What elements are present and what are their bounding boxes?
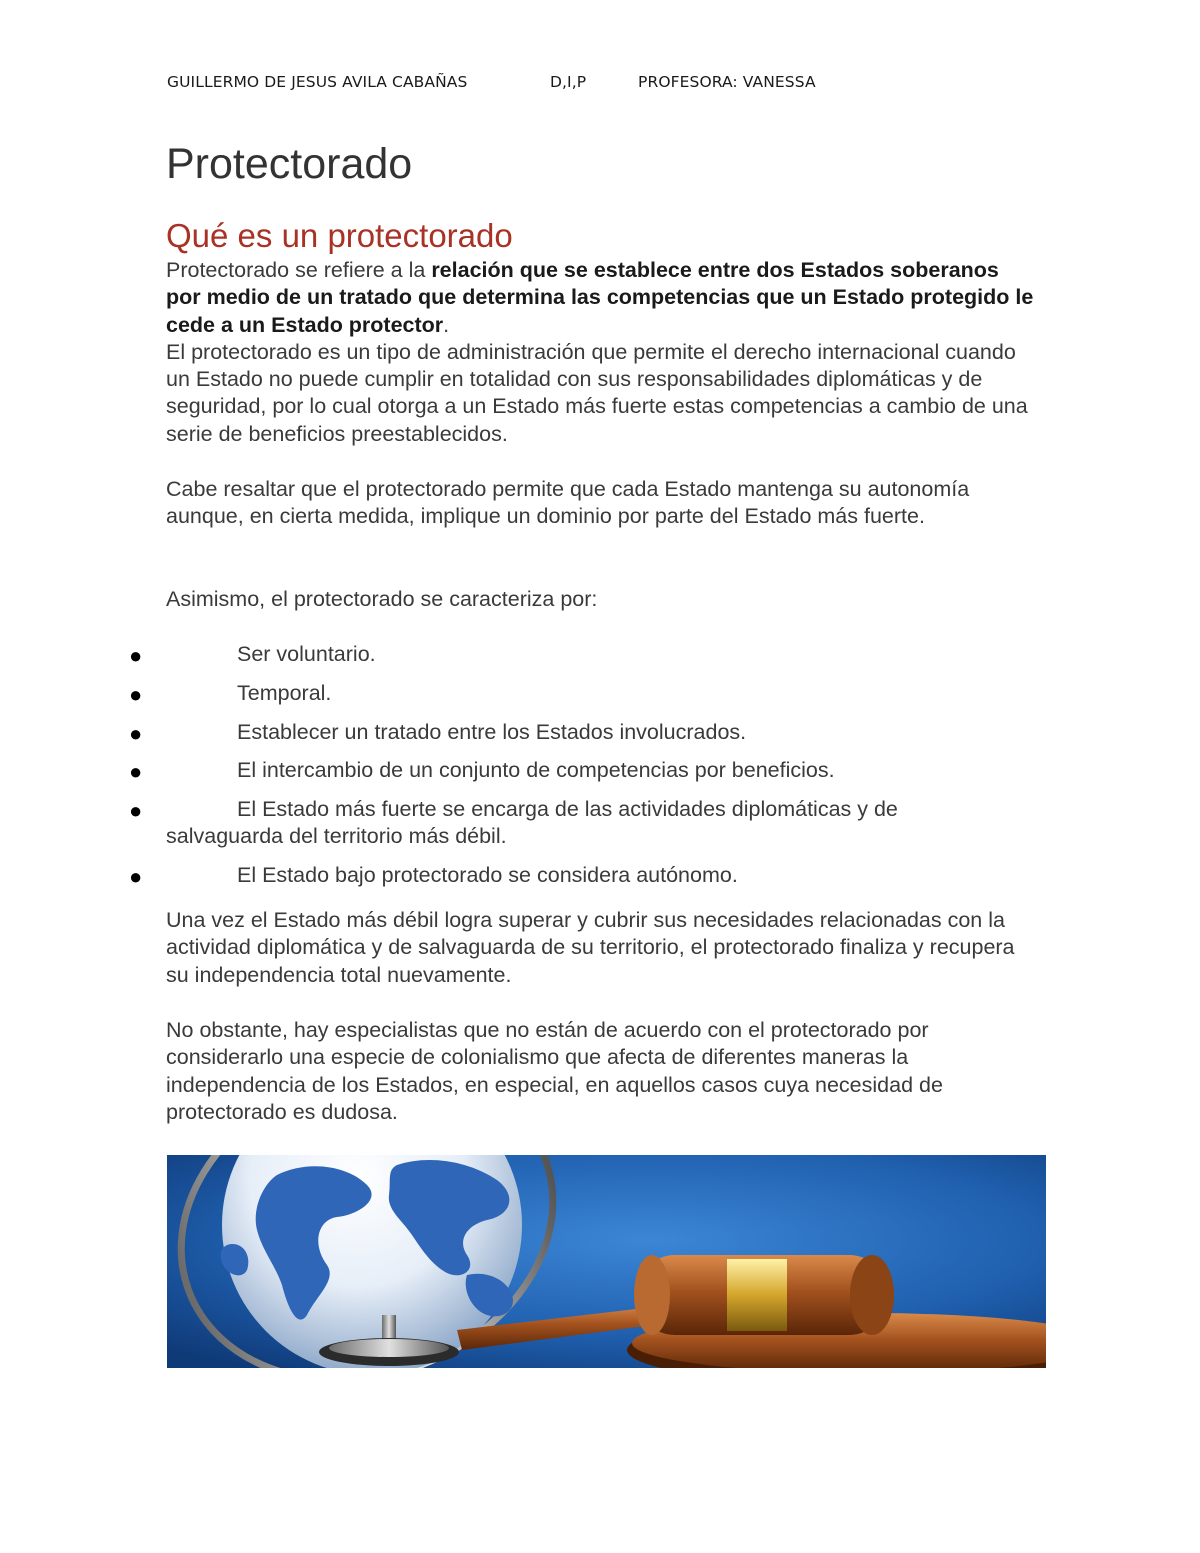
- bullet-icon: ●: [129, 759, 143, 785]
- bullet-icon: ●: [129, 798, 143, 824]
- bullet-icon: ●: [129, 681, 143, 707]
- globe-gavel-illustration: [167, 1155, 1046, 1368]
- list-item: ● Temporal.: [129, 680, 332, 707]
- globe-gavel-image: [167, 1155, 1046, 1368]
- characteristics-list: [0, 641, 1200, 890]
- list-item: ● Ser voluntario.: [129, 642, 376, 668]
- paragraph-definition: [166, 257, 1036, 448]
- paragraph-criticism: No obstante, hay especialistas que no están de acuerdo con el protectorado por considerarlo una especie de colonialismo que afecta de diferentes maneras la independencia de los Estados, en especial, en aquellos casos cuya necesidad de protectorado es dudosa.: [166, 1018, 943, 1124]
- bullet-icon: ●: [129, 720, 143, 746]
- list-item: ● El Estado más fuerte se encarga de las actividades diplomáticas y de salvaguarda del territorio más débil.: [129, 797, 898, 849]
- definition-end: .: [443, 312, 450, 337]
- teacher-name: PROFESORA: VANESSA: [638, 73, 816, 91]
- paragraph-autonomy: Cabe resaltar que el protectorado permite que cada Estado mantenga su autonomía aunque, en cierta medida, implique un dominio por parte del Estado más fuerte.: [166, 477, 970, 529]
- author-name: GUILLERMO DE JESUS AVILA CABAÑAS: [167, 73, 468, 91]
- paragraph-characteristics-intro: Asimismo, el protectorado se caracteriza por:: [166, 587, 598, 611]
- bullet-icon: ●: [129, 643, 143, 668]
- section-heading: Qué es un protectorado: [166, 217, 513, 254]
- paragraph-independence: Una vez el Estado más débil logra superar y cubrir sus necesidades relacionadas con la actividad diplomática y de salvaguarda de su territorio, el protectorado finaliza y recupera su independencia total nuevamente.: [166, 908, 1015, 987]
- paragraph-administration: El protectorado es un tipo de administración que permite el derecho internacional cuando un Estado no puede cumplir en totalidad con sus responsabilidades diplomáticas y de seguridad, por lo cual otorga a un Estado más fuerte estas competencias a cambio de una serie de beneficios preestablecidos.: [166, 339, 1028, 446]
- list-item: ● El intercambio de un conjunto de competencias por beneficios.: [129, 758, 835, 785]
- page-title: Protectorado: [166, 140, 413, 188]
- definition-bold: relación que se establece entre dos Estados soberanos por medio de un tratado que determina las competencias que un Estado protegido le cede a un Estado protector: [166, 258, 1034, 337]
- bullet-icon: ●: [129, 864, 143, 890]
- course-code: D,I,P: [550, 73, 587, 91]
- definition-lead: Protectorado se refiere a la: [166, 258, 432, 282]
- list-item: ● El Estado bajo protectorado se considera autónomo.: [129, 863, 738, 890]
- list-item: ● Establecer un tratado entre los Estados involucrados.: [129, 719, 747, 746]
